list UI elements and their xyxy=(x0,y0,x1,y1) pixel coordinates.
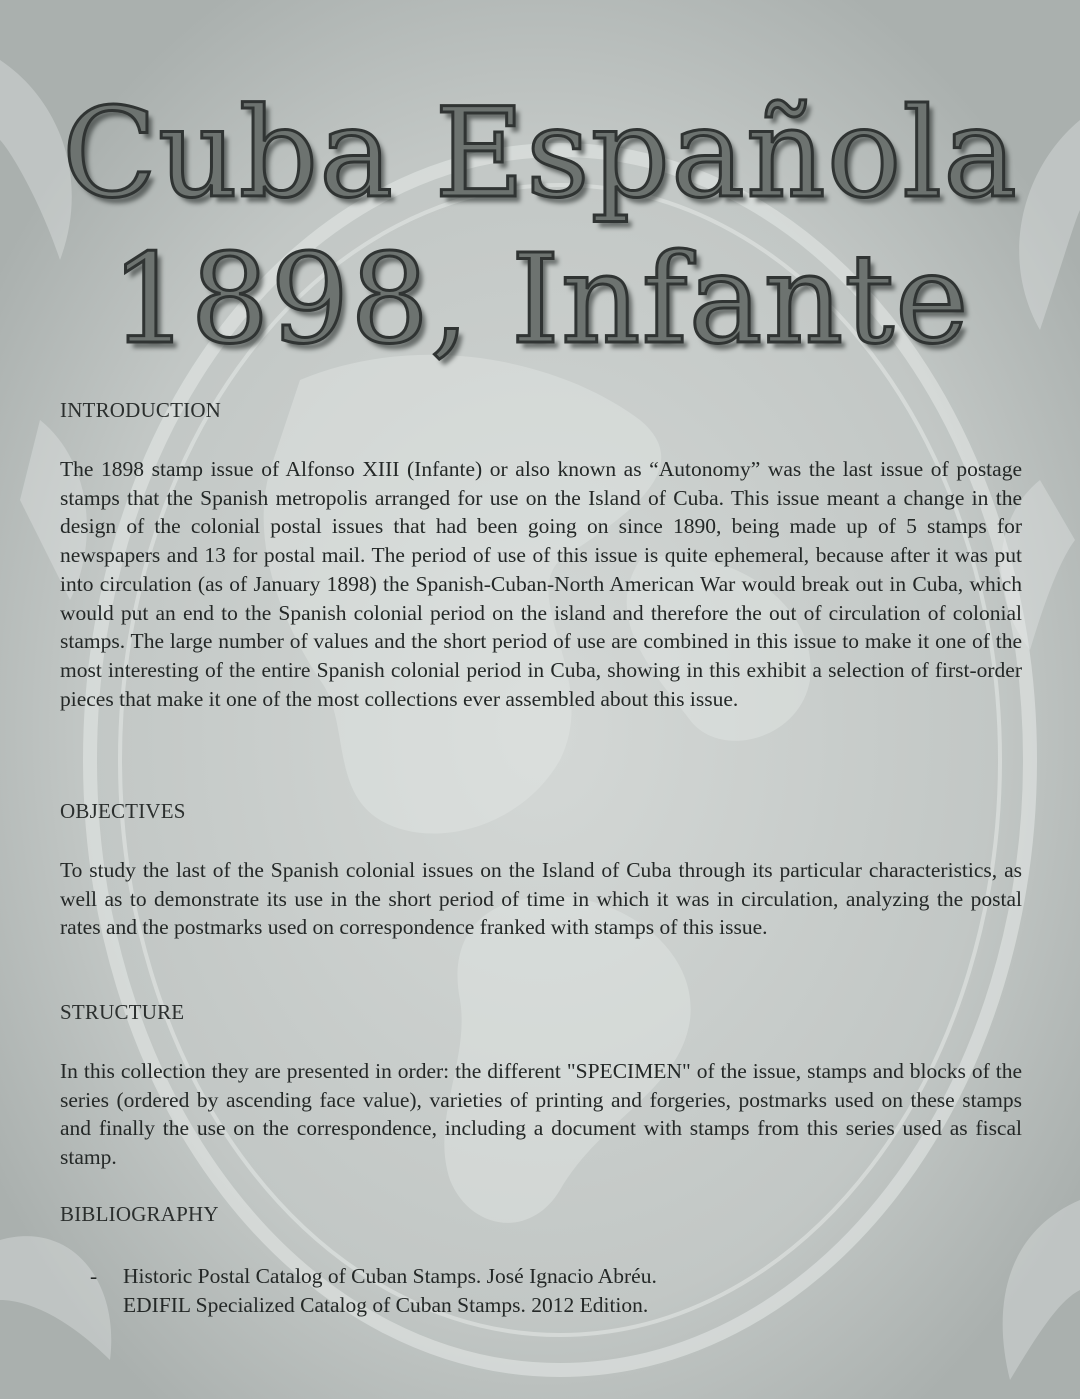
bibliography-list xyxy=(90,1262,657,1320)
objectives-heading: OBJECTIVES xyxy=(60,799,186,823)
bibliography-item-text: EDIFIL Specialized Catalog of Cuban Stamps. 2012 Edition. xyxy=(123,1293,649,1317)
bibliography-heading: BIBLIOGRAPHY xyxy=(60,1202,219,1226)
structure-text: In this collection they are presented in order: the different "SPECIMEN" of the issue, stamps and blocks of the series (ordered by ascending face value), varieties of printing and forgeries, postmarks used on these stamps and finally the use on the correspondence, including a document with stamps from this series used as fiscal stamp. xyxy=(60,1059,1022,1170)
objectives-text: To study the last of the Spanish colonial issues on the Island of Cuba through its particular characteristics, as well as to demonstrate its use in the short period of time in which it was in circulation, analyzing the postal rates and the postmarks used on correspondence franked with stamps of this issue. xyxy=(60,858,1022,940)
bibliography-item xyxy=(90,1291,657,1320)
bibliography-item-text: Historic Postal Catalog of Cuban Stamps. José Ignacio Abréu. xyxy=(123,1264,657,1288)
bibliography-item xyxy=(90,1262,657,1291)
bullet-dash: - xyxy=(90,1264,98,1288)
introduction-heading: INTRODUCTION xyxy=(60,398,222,422)
introduction-text: The 1898 stamp issue of Alfonso XIII (Infante) or also known as “Autonomy” was the last issue of postage stamps that the Spanish metropolis arranged for use on the Island of Cuba. This issue meant a change in the design of the colonial postal issues that had been going on since 1890, being made up of 5 stamps for newspapers and 13 for postal mail. The period of use of this issue is quite ephemeral, because after it was put into circulation (as of January 1898) the Spanish-Cuban-North American War would break out in Cuba, which would put an end to the Spanish colonial period on the island and therefore the out of circulation of colonial stamps. The large number of values and the short period of use are combined in this issue to make it one of the most interesting of the entire Spanish colonial period in Cuba, showing in this exhibit a selection of first-order pieces that make it one of the most collections ever assembled about this issue. xyxy=(60,457,1022,711)
title-line-1: Cuba Española xyxy=(61,82,1019,226)
title-line-2: 1898, Infante xyxy=(110,228,970,372)
structure-heading: STRUCTURE xyxy=(60,1000,185,1024)
